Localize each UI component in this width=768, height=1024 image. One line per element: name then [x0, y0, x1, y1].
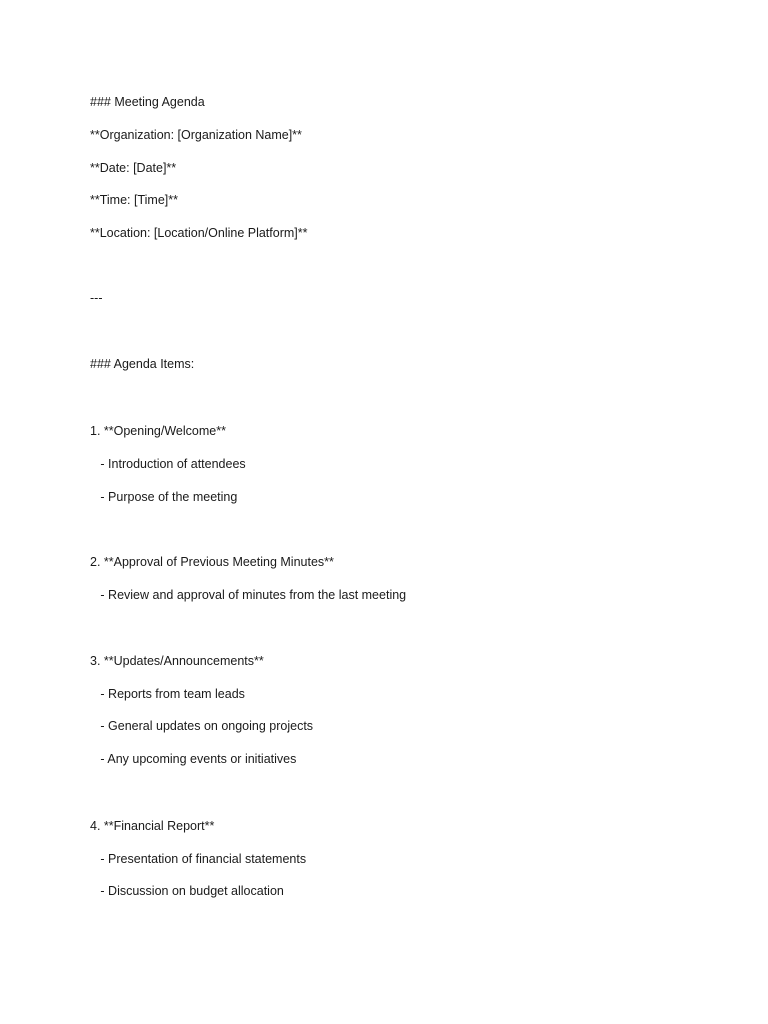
agenda-item-point: - Introduction of attendees — [90, 457, 246, 471]
agenda-item-point: - Discussion on budget allocation — [90, 884, 284, 898]
location-line: **Location: [Location/Online Platform]** — [90, 226, 308, 240]
agenda-item-point: - Presentation of financial statements — [90, 852, 307, 866]
organization-line: **Organization: [Organization Name]** — [90, 128, 302, 142]
agenda-item-title: 4. **Financial Report** — [90, 819, 215, 833]
agenda-item-title: 2. **Approval of Previous Meeting Minutes** — [90, 555, 334, 569]
agenda-item-title: 3. **Updates/Announcements** — [90, 654, 264, 668]
agenda-item-point: - Review and approval of minutes from the last meeting — [90, 588, 407, 602]
document-heading: ### Meeting Agenda — [90, 95, 205, 109]
agenda-item-point: - Purpose of the meeting — [90, 490, 238, 504]
agenda-item-point: - Reports from team leads — [90, 687, 245, 701]
agenda-item-point: - General updates on ongoing projects — [90, 719, 314, 733]
agenda-item-point: - Any upcoming events or initiatives — [90, 752, 297, 766]
time-line: **Time: [Time]** — [90, 193, 178, 207]
date-line: **Date: [Date]** — [90, 161, 177, 175]
separator: --- — [90, 291, 103, 305]
agenda-items-heading: ### Agenda Items: — [90, 357, 195, 371]
agenda-item-title: 1. **Opening/Welcome** — [90, 424, 226, 438]
